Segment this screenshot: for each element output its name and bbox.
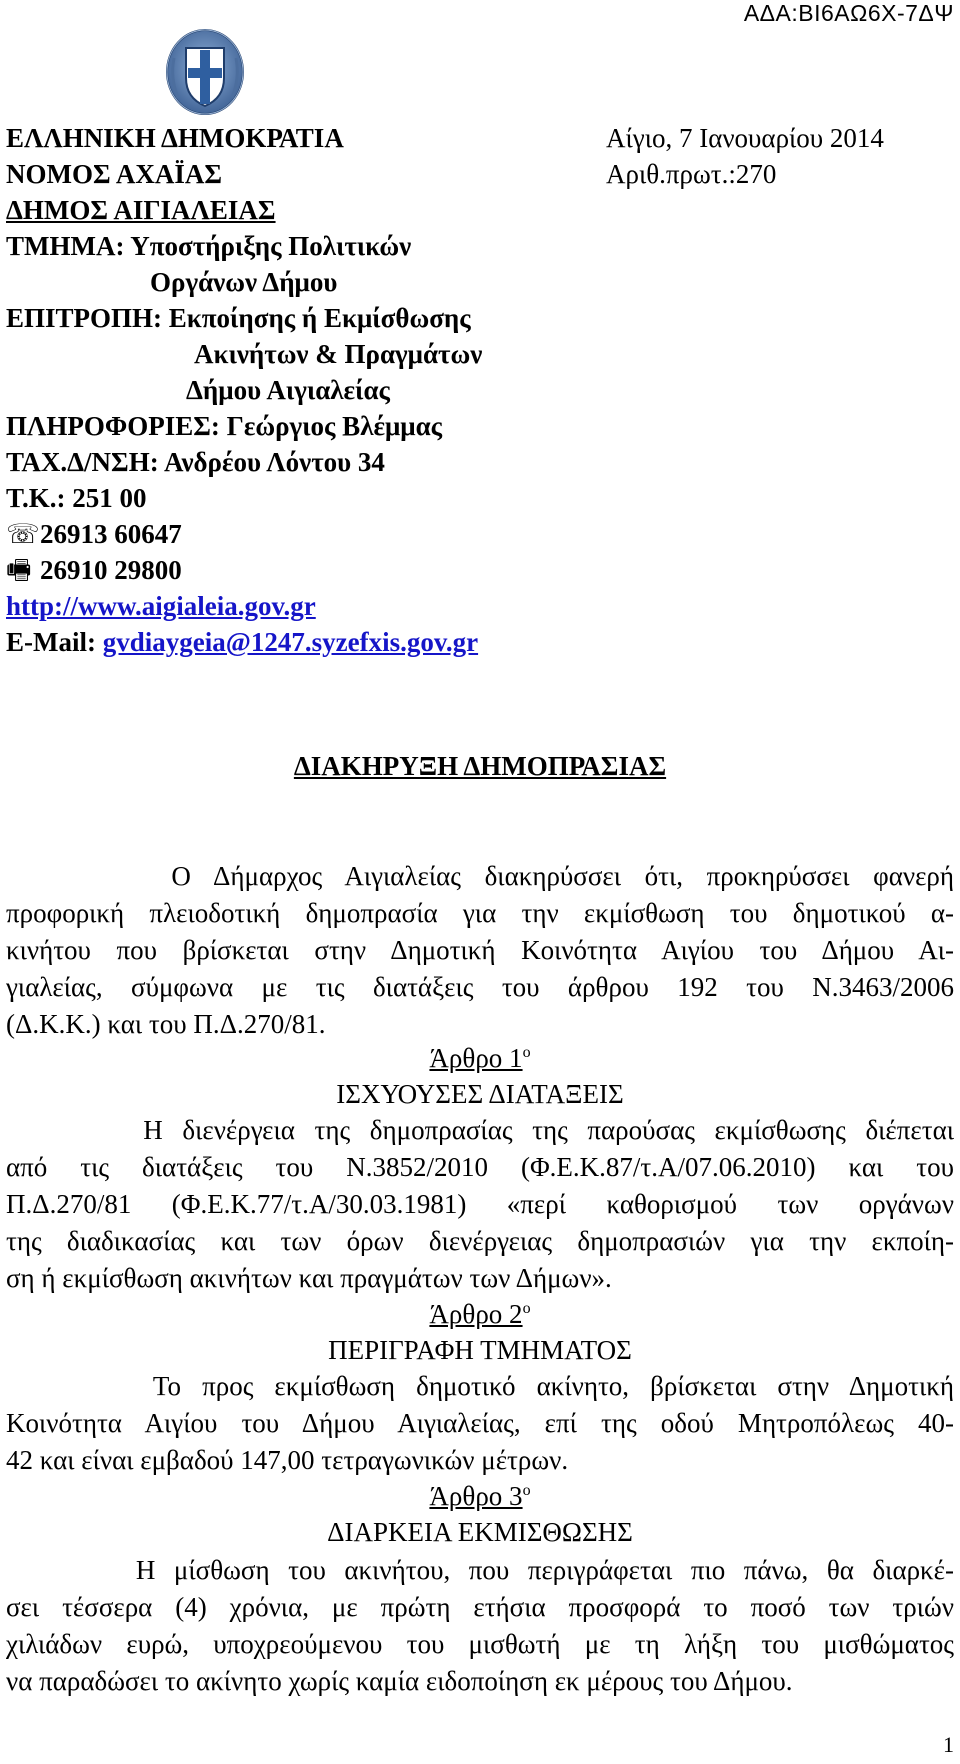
article-3-body	[6, 1552, 954, 1700]
website-link[interactable]: http://www.aigialeia.gov.gr	[6, 591, 316, 621]
header-line-1: ΕΛΛΗΝΙΚΗ ΔΗΜΟΚΡΑΤΙΑ	[6, 123, 344, 153]
telephone-icon: ☏	[6, 519, 40, 549]
header-information: ΠΛΗΡΟΦΟΡΙΕΣ: Γεώργιος Βλέμμας	[6, 411, 443, 441]
intro-line: (Δ.Κ.Κ.) και του Π.Δ.270/81.	[6, 1009, 326, 1039]
article-2-heading: ΠΕΡΙΓΡΑΦΗ ΤΜΗΜΑΤΟΣ	[328, 1335, 632, 1365]
protocol-number: Αριθ.πρωτ.:270	[606, 159, 777, 189]
article-2-label: Άρθρο $2^o$	[429, 1299, 531, 1329]
article-line: από τις διατάξεις του Ν.3852/2010 (Φ.Ε.Κ.87/τ.Α/07.06.2010) και του	[6, 1152, 954, 1182]
ada-code: ΑΔΑ:ΒΙ6ΑΩ6Χ-7ΔΨ	[743, 0, 954, 26]
article-1-label: Άρθρο $1^o$	[429, 1043, 531, 1073]
intro-line: προφορική πλειοδοτική δημοπρασία για την εκμίσθωση του δημοτικού α-	[6, 898, 954, 928]
greek-coat-of-arms-emblem	[164, 28, 246, 116]
header-fax: 26910 29800	[40, 555, 182, 585]
article-line: Κοινότητα Αιγίου του Δήμου Αιγιαλείας, επί της οδού Μητροπόλεως 40-	[6, 1408, 954, 1438]
header-email-row	[6, 624, 478, 660]
fax-icon: 🖷	[6, 555, 32, 585]
header-phone: 26913 60647	[40, 519, 182, 549]
header-line-2: ΝΟΜΟΣ ΑΧΑΪΑΣ	[6, 159, 223, 189]
header-website-row	[6, 588, 316, 624]
article-line: Το προς εκμίσθωση δημοτικό ακίνητο, βρίσκεται στην Δημοτική	[6, 1371, 954, 1401]
article-1-heading: ΙΣΧΥΟΥΣΕΣ ΔΙΑΤΑΞΕΙΣ	[336, 1079, 624, 1109]
header-fax-row	[6, 552, 182, 588]
article-line: 42 και είναι εμβαδού 147,00 τετραγωνικών μέτρων.	[6, 1445, 569, 1475]
header-committee: ΕΠΙΤΡΟΠΗ: Εκποίησης ή Εκμίσθωσης	[6, 303, 471, 333]
article-line: της διαδικασίας και των όρων διενέργειας δημοπρασιών για την εκποίη-	[6, 1226, 954, 1256]
article-line: να παραδώσει το ακίνητο χωρίς καμία ειδοποίηση εκ μέρους του Δήμου.	[6, 1666, 793, 1696]
article-line: σει τέσσερα (4) χρόνια, με πρώτη ετήσια προσφορά το ποσό των τριών	[6, 1592, 954, 1622]
email-label: E-Mail:	[6, 627, 103, 657]
header-committee-cont-1: Ακινήτων & Πραγμάτων	[194, 339, 483, 369]
header-committee-cont-2: Δήμου Αιγιαλείας	[186, 375, 390, 405]
email-link[interactable]: gvdiaygeia@1247.syzefxis.gov.gr	[102, 627, 479, 657]
header-address: ΤΑΧ.Δ/ΝΣΗ: Ανδρέου Λόντου 34	[6, 447, 385, 477]
header-phone-row	[6, 516, 182, 552]
article-line: ση ή εκμίσθωση ακινήτων και πραγμάτων των Δήμων».	[6, 1263, 612, 1293]
header-postal-code: Τ.Κ.: 251 00	[6, 483, 147, 513]
article-line: Π.Δ.270/81 (Φ.Ε.Κ.77/τ.Α/30.03.1981) «περί καθορισμού των οργάνων	[6, 1189, 954, 1219]
article-3-heading: ΔΙΑΡΚΕΙΑ ΕΚΜΙΣΘΩΣΗΣ	[327, 1517, 633, 1547]
article-3-label: Άρθρο $3^o$	[429, 1481, 531, 1511]
article-line: Η διενέργεια της δημοπρασίας της παρούσας εκμίσθωσης διέπεται	[6, 1115, 954, 1145]
article-2-body	[6, 1368, 954, 1479]
intro-paragraph	[6, 858, 954, 1043]
document-title: ΔΙΑΚΗΡΥΞΗ ΔΗΜΟΠΡΑΣΙΑΣ	[293, 751, 667, 781]
article-line: Η μίσθωση του ακινήτου, που περιγράφεται πιο πάνω, θα διαρκέ-	[6, 1555, 954, 1585]
intro-line: κινήτου που βρίσκεται στην Δημοτική Κοινότητα Αιγίου του Δήμου Αι-	[6, 935, 954, 965]
header-department: ΤΜΗΜΑ: Υποστήριξης Πολιτικών	[6, 231, 412, 261]
article-line: χιλιάδων ευρώ, υποχρεούμενου του μισθωτή με τη λήξη του μισθώματος	[6, 1629, 954, 1659]
page-number: 1	[943, 1732, 954, 1757]
intro-line: Ο Δήμαρχος Αιγιαλείας διακηρύσσει ότι, προκηρύσσει φανερή	[6, 861, 954, 891]
header-department-cont: Οργάνων Δήμου	[150, 267, 338, 297]
article-1-body	[6, 1112, 954, 1297]
intro-line: γιαλείας, σύμφωνα με τις διατάξεις του άρθρου 192 του Ν.3463/2006	[6, 972, 954, 1002]
header-municipality: ΔΗΜΟΣ ΑΙΓΙΑΛΕΙΑΣ	[6, 195, 276, 225]
place-date: Αίγιο, 7 Ιανουαρίου 2014	[606, 123, 884, 153]
